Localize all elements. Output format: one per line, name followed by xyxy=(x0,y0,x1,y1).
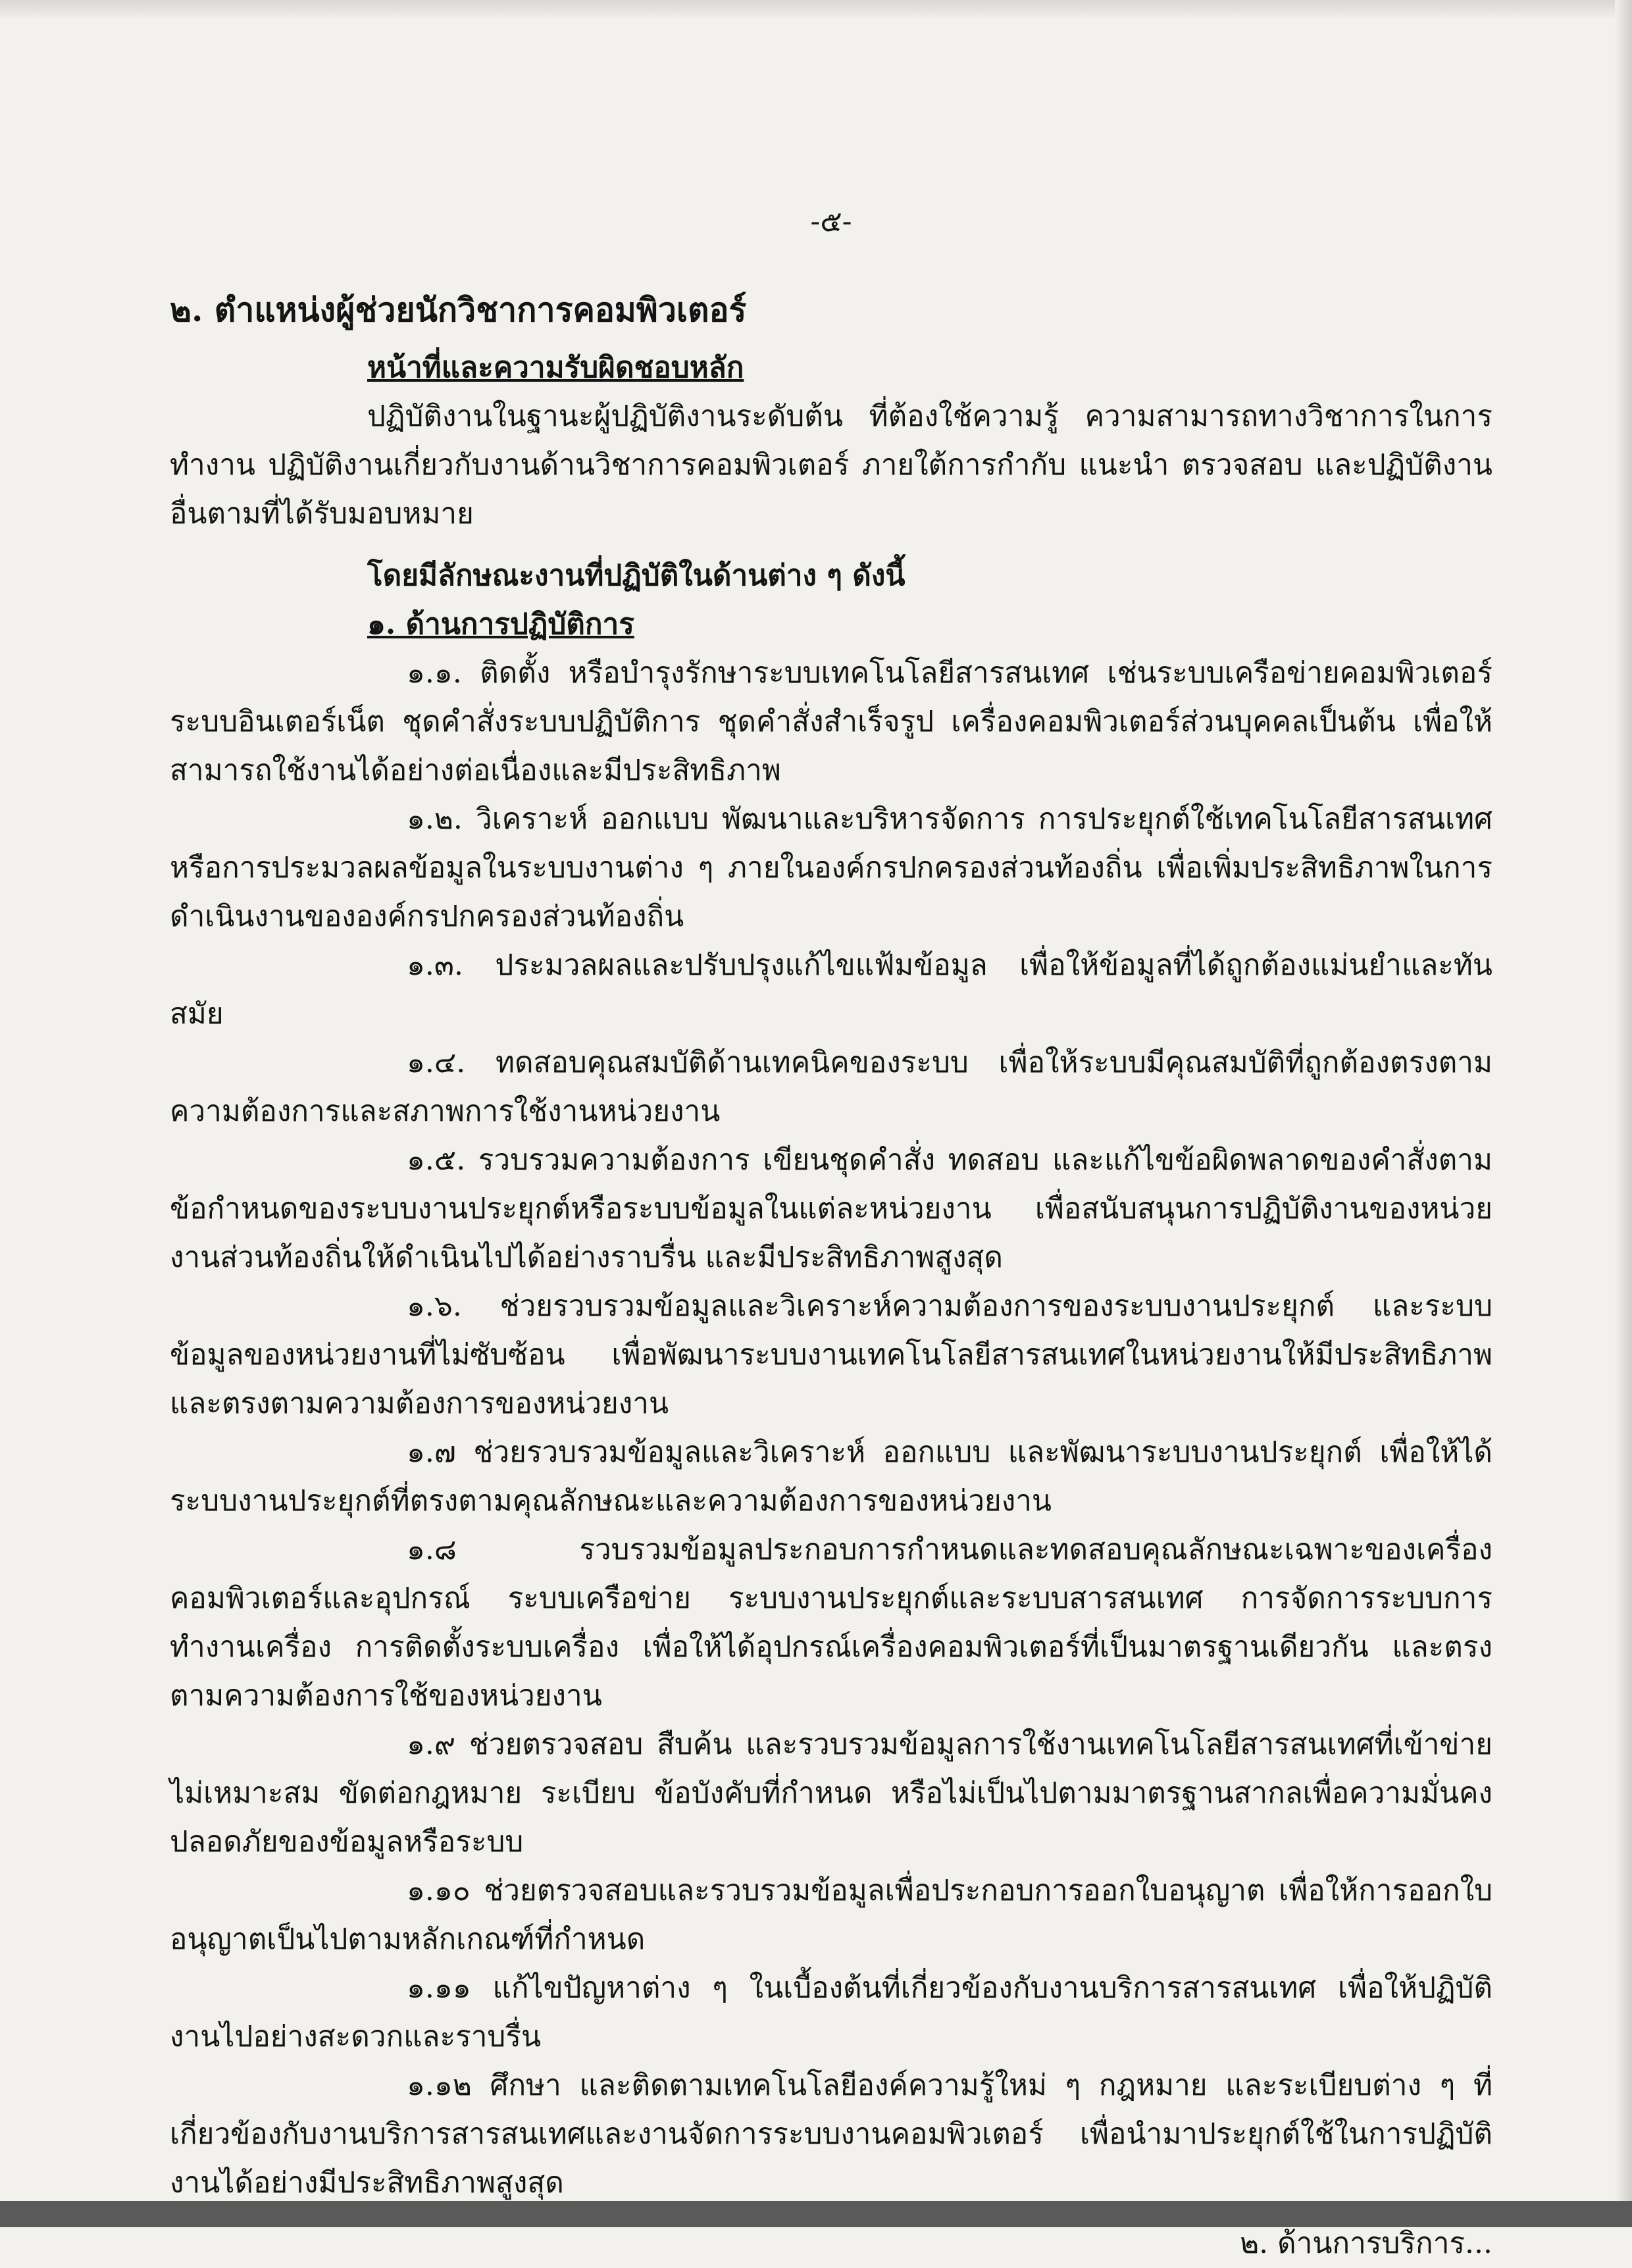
duties-heading xyxy=(170,344,1492,392)
page-number: -๕- xyxy=(810,205,852,238)
list-item: ๑.๑๒ ศึกษา และติดตามเทคโนโลยีองค์ความรู้ใหม่ ๆ กฎหมาย และระเบียบต่าง ๆ ที่เกี่ยวข้องกับงานบริการสารสนเทศและงานจัดการระบบงานคอมพิวเตอร์ เพื่อนำมาประยุกต์ใช้ในการปฏิบัติงานได้อย่างมีประสิทธิภาพสูงสุด xyxy=(170,2069,1492,2200)
scan-edge-right xyxy=(1615,0,1632,2227)
list-item: ๑.๒. วิเคราะห์ ออกแบบ พัฒนาและบริหารจัดการ การประยุกต์ใช้เทคโนโลยีสารสนเทศหรือการประมวลผลข้อมูลในระบบงานต่าง ๆ ภายในองค์กรปกครองส่วนท้องถิ่น เพื่อเพิ่มประสิทธิภาพในการดำเนินงานขององค์กรปกครองส่วนท้องถิ่น xyxy=(170,802,1492,933)
list-item: ๑.๗ ช่วยรวบรวมข้อมูลและวิเคราะห์ ออกแบบ และพัฒนาระบบงานประยุกต์ เพื่อให้ได้ระบบงานประยุกต์ที่ตรงตามคุณลักษณะและความต้องการของหน่วยงาน xyxy=(170,1435,1492,1518)
list-item: ๑.๓. ประมวลผลและปรับปรุงแก้ไขแฟ้มข้อมูล เพื่อให้ข้อมูลที่ได้ถูกต้องแม่นยำและทันสมัย xyxy=(170,948,1492,1031)
list-item: ๑.๙ ช่วยตรวจสอบ สืบค้น และรวบรวมข้อมูลการใช้งานเทคโนโลยีสารสนเทศที่เข้าข่ายไม่เหมาะสม ขัดต่อกฎหมาย ระเบียบ ข้อบังคับที่กำหนด หรือไม่เป็นไปตามมาตรฐานสากลเพื่อความมั่นคงปลอดภัยของข้อมูลหรือระบบ xyxy=(170,1728,1492,1859)
list-item: ๑.๑๑ แก้ไขปัญหาต่าง ๆ ในเบื้องต้นที่เกี่ยวข้องกับงานบริการสารสนเทศ เพื่อให้ปฏิบัติงานไปอย่างสะดวกและราบรื่น xyxy=(170,1971,1492,2053)
spacer xyxy=(170,538,1492,552)
list-item: ๑.๑. ติดตั้ง หรือบำรุงรักษาระบบเทคโนโลยีสารสนเทศ เช่นระบบเครือข่ายคอมพิวเตอร์ ระบบอินเตอร์เน็ต ชุดคำสั่งระบบปฏิบัติการ ชุดคำสั่งสำเร็จรูป เครื่องคอมพิวเตอร์ส่วนบุคคลเป็นต้น เพื่อให้สามารถใช้งานได้อย่างต่อเนื่องและมีประสิทธิภาพ xyxy=(170,656,1492,787)
duties-paragraph: ปฏิบัติงานในฐานะผู้ปฏิบัติงานระดับต้น ที่ต้องใช้ความรู้ ความสามารถทางวิชาการในการทำงาน ปฏิบัติงานเกี่ยวกับงานด้านวิชาการคอมพิวเตอร์ ภายใต้การกำกับ แนะนำ ตรวจสอบ และปฏิบัติงานอื่นตามที่ได้รับมอบหมาย xyxy=(170,399,1492,530)
area-heading-text: ๑. ด้านการปฏิบัติการ xyxy=(367,607,634,641)
list-item: ๑.๑๐ ช่วยตรวจสอบและรวบรวมข้อมูลเพื่อประกอบการออกใบอนุญาต เพื่อให้การออกใบอนุญาตเป็นไปตามหลักเกณฑ์ที่กำหนด xyxy=(170,1874,1492,1956)
list-item: ๑.๕. รวบรวมความต้องการ เขียนชุดคำสั่ง ทดสอบ และแก้ไขข้อผิดพลาดของคำสั่งตามข้อกำหนดของระบบงานประยุกต์หรือระบบข้อมูลในแต่ละหน่วยงาน เพื่อสนับสนุนการปฏิบัติงานของหน่วยงานส่วนท้องถิ่นให้ดำเนินไปได้อย่างราบรื่น และมีประสิทธิภาพสูงสุด xyxy=(170,1143,1492,1274)
area-heading xyxy=(170,600,1492,649)
document-page xyxy=(170,197,1492,2268)
characteristics-heading: โดยมีลักษณะงานที่ปฏิบัติในด้านต่าง ๆ ดังนี้ xyxy=(367,559,905,592)
scan-edge-top xyxy=(0,0,1632,20)
list-item: ๑.๖. ช่วยรวบรวมข้อมูลและวิเคราะห์ความต้องการของระบบงานประยุกต์ และระบบข้อมูลของหน่วยงานที่ไม่ซับซ้อน เพื่อพัฒนาระบบงานเทคโนโลยีสารสนเทศในหน่วยงานให้มีประสิทธิภาพและตรงตามความต้องการของหน่วยงาน xyxy=(170,1289,1492,1420)
continuation-note: ๒. ด้านการบริการ... xyxy=(1240,2227,1492,2260)
section-title: ๒. ตำแหน่งผู้ช่วยนักวิชาการคอมพิวเตอร์ xyxy=(170,290,747,329)
duties-heading-text: หน้าที่และความรับผิดชอบหลัก xyxy=(367,351,744,384)
list-item: ๑.๔. ทดสอบคุณสมบัติด้านเทคนิคของระบบ เพื่อให้ระบบมีคุณสมบัติที่ถูกต้องตรงตามความต้องการและสภาพการใช้งานหน่วยงาน xyxy=(170,1046,1492,1128)
list-item: ๑.๘ รวบรวมข้อมูลประกอบการกำหนดและทดสอบคุณลักษณะเฉพาะของเครื่องคอมพิวเตอร์และอุปกรณ์ ระบบเครือข่าย ระบบงานประยุกต์และระบบสารสนเทศ การจัดการระบบการทำงานเครื่อง การติดตั้งระบบเครื่อง เพื่อให้ได้อุปกรณ์เครื่องคอมพิวเตอร์ที่เป็นมาตรฐานเดียวกัน และตรงตามความต้องการใช้ของหน่วยงาน xyxy=(170,1533,1492,1713)
